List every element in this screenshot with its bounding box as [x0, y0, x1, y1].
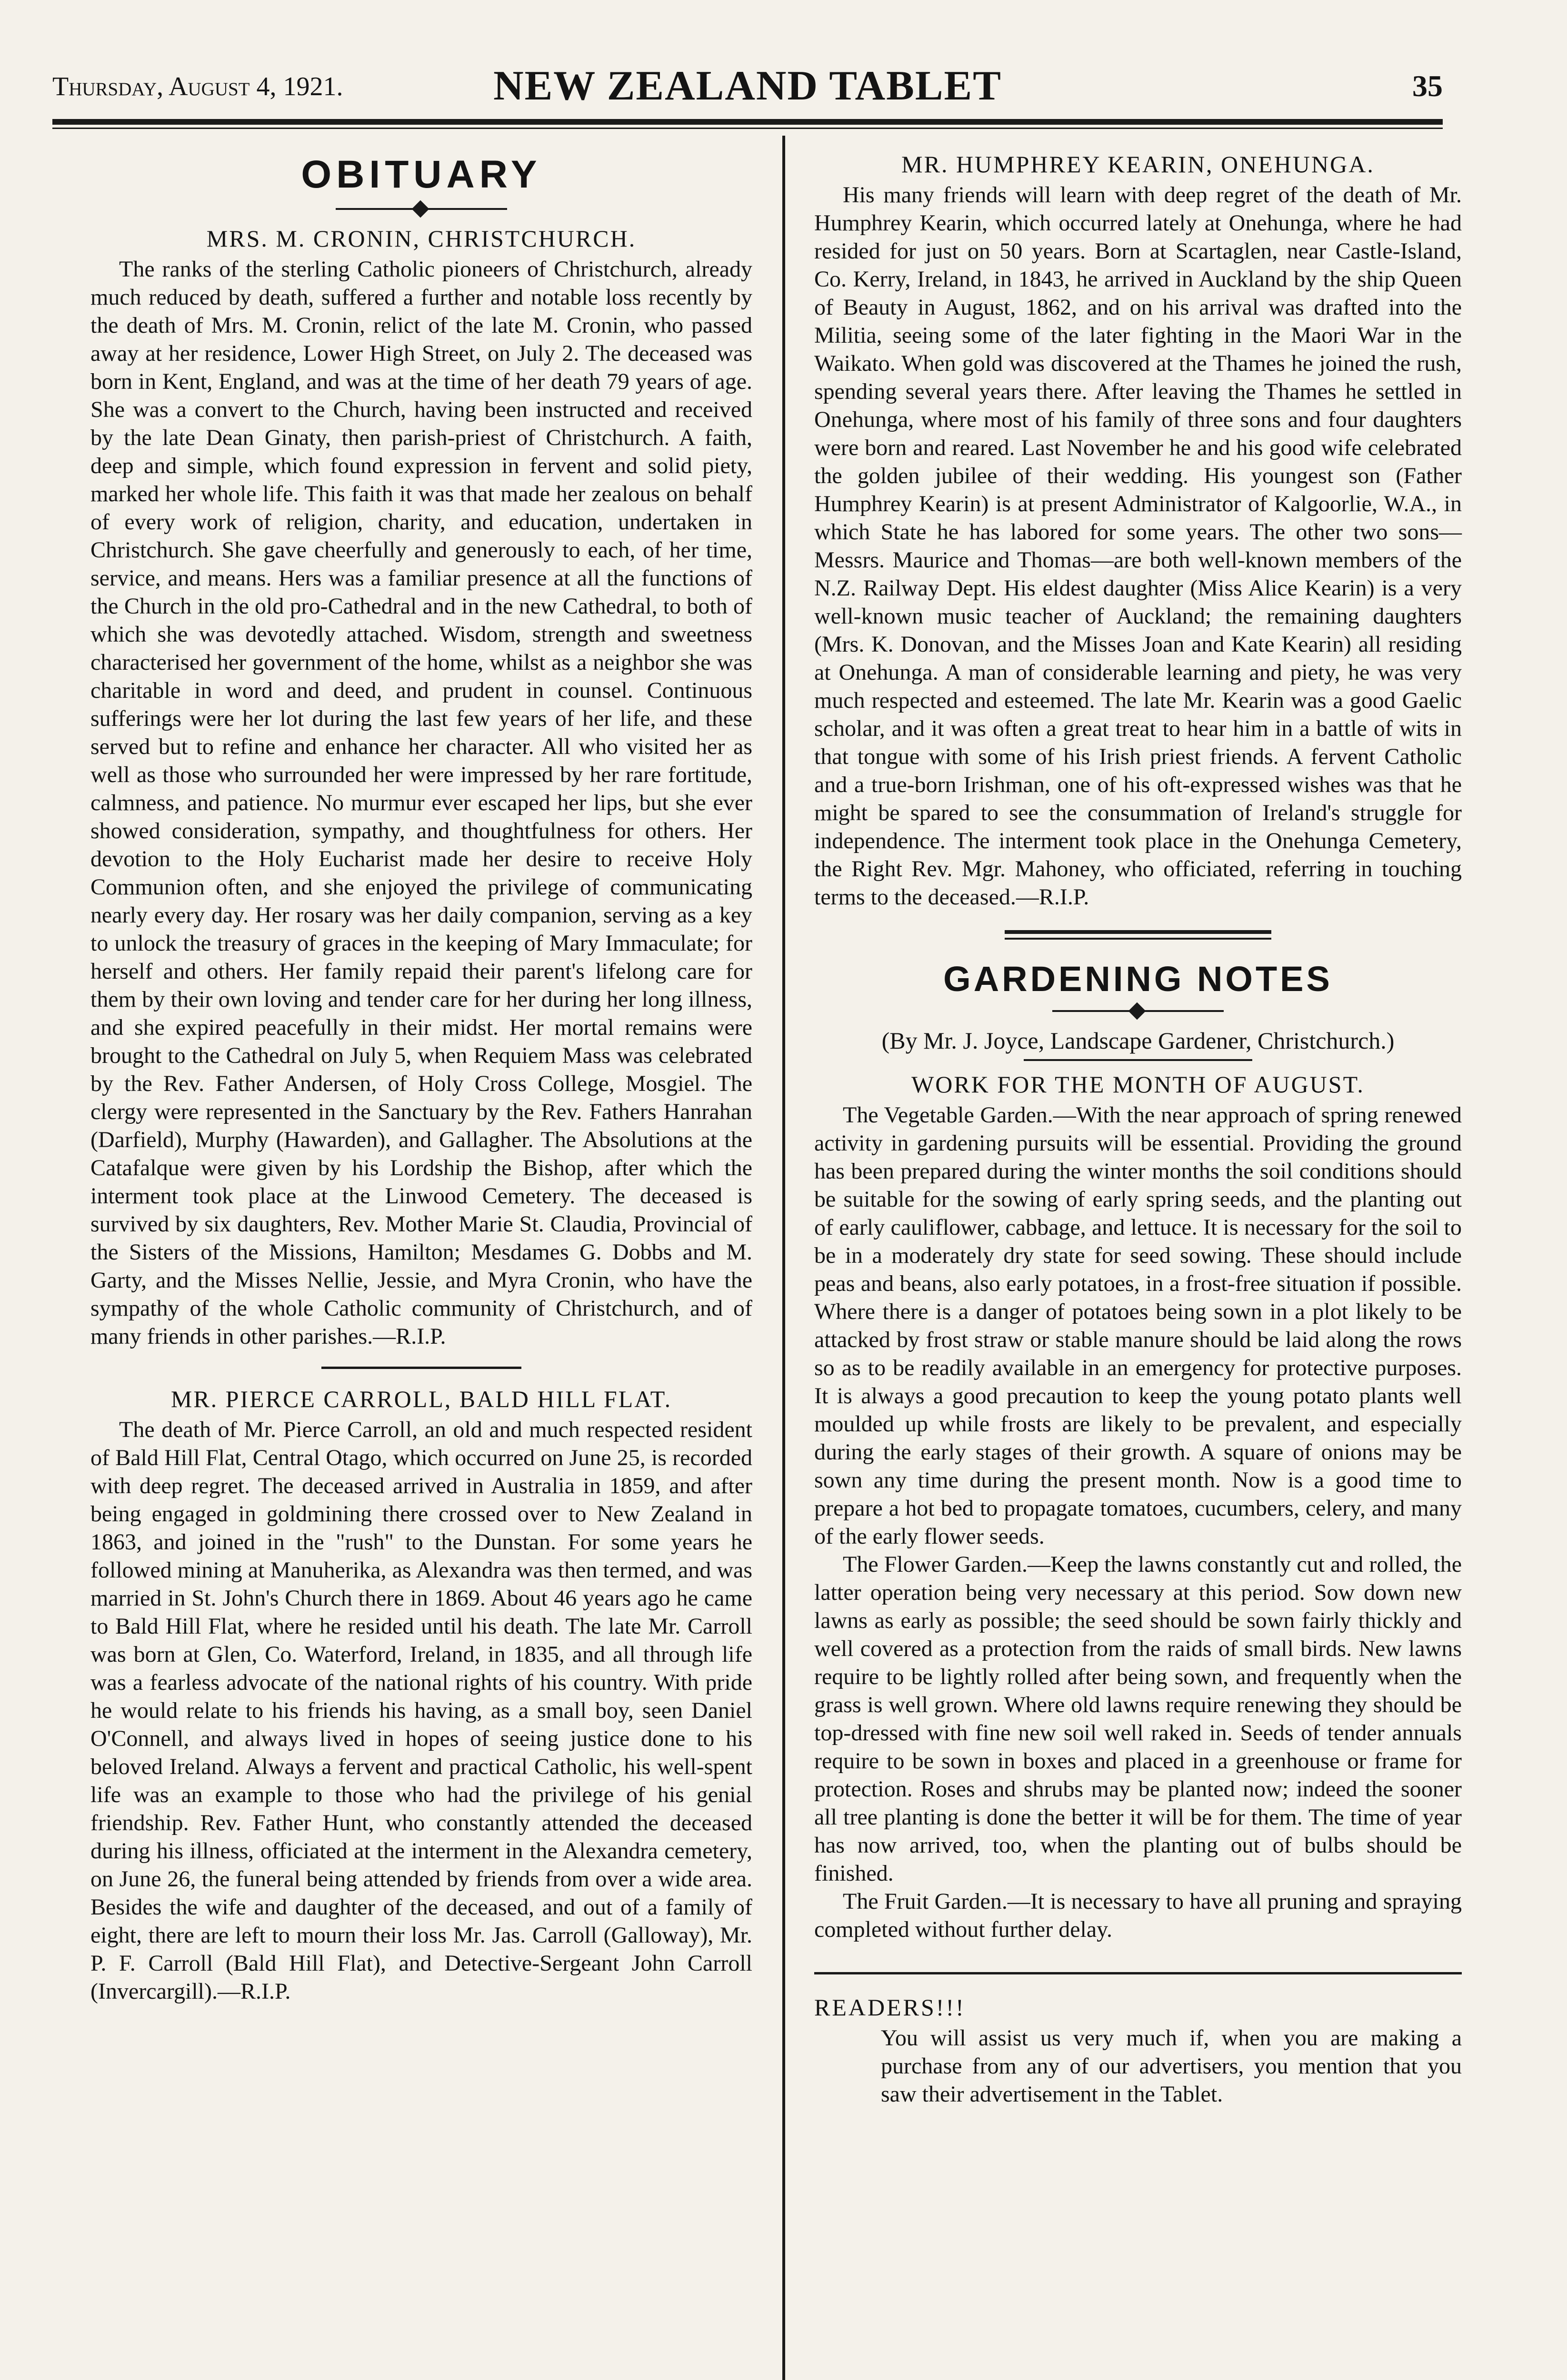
- ornament-divider: [1052, 1004, 1224, 1018]
- gardening-title: GARDENING NOTES: [943, 959, 1333, 999]
- masthead-title: NEW ZEALAND TABLET: [493, 63, 1002, 109]
- page-number: 35: [1412, 69, 1443, 103]
- carroll-paragraph: The death of Mr. Pierce Carroll, an old and much respected resident of Bald Hill Flat, Central Otago, which occurred on June 25, is recorded with deep regret. The deceased arrived in Australia in 1859, and after being engaged in goldmining there crossed over to New Zealand in 1863, and joined in the "rush" to the Dunstan. For some years he followed mining at Manuherika, as Alexandra was then termed, and was married in St. John's Church there in 1869. About 46 years ago he came to Bald Hill Flat, where he resided until his death. The late Mr. Carroll was born at Glen, Co. Waterford, Ireland, in 1835, and all through life was a fearless advocate of the national rights of his country. With pride he would relate to his friends his having, as a small boy, seen Daniel O'Connell, and always lived in hopes of seeing justice done to his beloved Ireland. Always a fervent and practical Catholic, his well-spent life was an example to those who had the privilege of his genial friendship. Rev. Father Hunt, who constantly attended the deceased during his illness, officiated at the interment in the Alexandra cemetery, on June 26, the funeral being attended by friends from over a wide area. Besides the wife and daughter of the deceased, and out of a family of eight, there are left to mourn their loss Mr. Jas. Carroll (Galloway), Mr. P. F. Carroll (Bald Hill Flat), and Detective-Sergeant John Carroll (Invercargill).—R.I.P.: [90, 1417, 752, 2004]
- carroll-heading: MR. PIERCE CARROLL, BALD HILL FLAT.: [170, 1386, 672, 1412]
- readers-text: You will assist us very much if, when you are making a purchase from any of our advertisers, you mention that you saw their advertisement in the Tablet.: [881, 2025, 1462, 2107]
- right-column: [814, 148, 1462, 2108]
- byline-rule: [1024, 1059, 1252, 1061]
- column-divider: [782, 136, 785, 2380]
- header-rule: [52, 119, 1443, 129]
- section-separator: [1005, 930, 1271, 940]
- readers-notice: [814, 1972, 1462, 2108]
- left-column: [90, 148, 752, 2005]
- cronin-article: [90, 255, 752, 1350]
- kearin-heading: MR. HUMPHREY KEARIN, ONEHUNGA.: [901, 151, 1375, 178]
- kearin-article: [814, 181, 1462, 911]
- ornament-divider: [336, 202, 507, 216]
- article-separator: [321, 1367, 521, 1369]
- obituary-title: OBITUARY: [301, 153, 542, 196]
- flower-garden-paragraph: The Flower Garden.—Keep the lawns constantly cut and rolled, the latter operation being very necessary at this period. Sow down new lawns as early as possible; the seed should be sown fairly thickly and well covered as a protection from the raids of small birds. New lawns require to be lightly rolled after being sown, and frequently when the grass is well grown. Where old lawns require renewing they should be top-dressed with fine new soil well raked in. Seeds of tender annuals require to be sown in boxes and placed in a greenhouse or frame for protection. Roses and shrubs may be planted now; indeed the sooner all tree planting is done the better it will be for them. The time of year has now arrived, too, when the planting out of bulbs should be finished.: [814, 1552, 1462, 1886]
- gardening-article: [814, 1101, 1462, 1944]
- kearin-paragraph: His many friends will learn with deep regret of the death of Mr. Humphrey Kearin, which occurred lately at Onehunga, where he had resided for just on 50 years. Born at Scartaglen, near Castle-Island, Co. Kerry, Ireland, in 1843, he arrived in Auckland by the ship Queen of Beauty in August, 1862, and on his arrival was drafted into the Militia, seeing some of the later fighting in the Maori War in the Waikato. When gold was discovered at the Thames he joined the rush, spending several years there. After leaving the Thames he settled in Onehunga, where most of his family of three sons and four daughters were born and reared. Last November he and his good wife celebrated the golden jubilee of their wedding. His youngest son (Father Humphrey Kearin) is at present Administrator of Kalgoorlie, W.A., in which State he has labored for some years. The other two sons—Messrs. Maurice and Thomas—are both well-known members of the N.Z. Railway Dept. His eldest daughter (Miss Alice Kearin) is a very well-known music teacher of Auckland; the remaining daughters (Mrs. K. Donovan, and the Misses Joan and Kate Kearin) all residing at Onehunga. A man of considerable learning and piety, he was very much respected and esteemed. The late Mr. Kearin was a good Gaelic scholar, and it was often a great treat to hear him in a battle of wits in that tongue with some of his Irish priest friends. A fervent Catholic and a true-born Irishman, one of his oft-expressed wishes was that he might be spared to see the consummation of Ireland's struggle for independence. The interment took place in the Onehunga Cemetery, the Right Rev. Mgr. Mahoney, who officiated, referring in touching terms to the deceased.—R.I.P.: [814, 182, 1462, 910]
- fruit-garden-paragraph: The Fruit Garden.—It is necessary to have all pruning and spraying completed without further delay.: [814, 1889, 1462, 1942]
- issue-date: Thursday, August 4, 1921.: [52, 72, 343, 101]
- vegetable-garden-paragraph: The Vegetable Garden.—With the near approach of spring renewed activity in gardening pursuits will be essential. Providing the ground has been prepared during the winter months the soil conditions should be suitable for the sowing of early spring seeds, and the planting out of early cauliflower, cabbage, and lettuce. It is necessary for the soil to be in a moderately dry state for seed sowing. These should include peas and beans, also early potatoes, in a frost-free situation if possible. Where there is a danger of potatoes being sown in a plot likely to be attacked by frost straw or stable manure should be laid along the rows so as to be readily available in an emergency for protective purposes. It is always a good precaution to keep the young potato plants well moulded up while frosts are likely to be prevalent, and especially during the early stages of their growth. A square of onions may be sown any time during the present month. Now is a good time to prepare a hot bed to propagate tomatoes, cucumbers, celery, and many of the early flower seeds.: [814, 1102, 1462, 1549]
- gardening-byline: (By Mr. J. Joyce, Landscape Gardener, Christchurch.): [881, 1027, 1395, 1054]
- page-header: [52, 62, 1443, 114]
- readers-heading: READERS!!!: [814, 1994, 966, 2021]
- cronin-heading: MRS. M. CRONIN, CHRISTCHURCH.: [206, 225, 637, 252]
- cronin-paragraph: The ranks of the sterling Catholic pioneers of Christchurch, already much reduced by death, suffered a further and notable loss recently by the death of Mrs. M. Cronin, relict of the late M. Cronin, who passed away at her residence, Lower High Street, on July 2. The deceased was born in Kent, England, and was at the time of her death 79 years of age. She was a convert to the Church, having been instructed and received by the late Dean Ginaty, then parish-priest of Christchurch. A faith, deep and simple, which found expression in fervent and solid piety, marked her whole life. This faith it was that made her zealous on behalf of every work of religion, charity, and education, undertaken in Christchurch. She gave cheerfully and generously to each, of her time, service, and means. Hers was a familiar presence at all the functions of the Church in the old pro-Cathedral and in the new Cathedral, to both of which she was devotedly attached. Wisdom, strength and sweetness characterised her government of the home, whilst as a neighbor she was charitable in word and deed, and prudent in counsel. Continuous sufferings were her lot during the last few years of her life, and these served but to refine and enhance her character. All who visited her as well as those who surrounded her were impressed by her rare fortitude, calmness, and patience. No murmur ever escaped her lips, but she ever showed consideration, sympathy, and thoughtfulness for others. Her devotion to the Holy Eucharist made her desire to receive Holy Communion often, and she enjoyed the privilege of communicating nearly every day. Her rosary was her daily companion, serving as a key to unlock the treasury of graces in the keeping of Mary Immaculate; for herself and others. Her family repaid their parent's lifelong care for them by their own loving and tender care for her during her long illness, and she expired peacefully in their midst. Her mortal remains were brought to the Cathedral on July 5, when Requiem Mass was celebrated by the Rev. Father Andersen, of Holy Cross College, Mosgiel. The clergy were represented in the Sanctuary by the Rev. Fathers Hanrahan (Darfield), Murphy (Hawarden), and Gallagher. The Absolutions at the Catafalque were given by his Lordship the Bishop, after which the interment took place at the Linwood Cemetery. The deceased is survived by six daughters, Rev. Mother Marie St. Claudia, Provincial of the Sisters of the Missions, Hamilton; Mesdames G. Dobbs and M. Garty, and the Misses Nellie, Jessie, and Myra Cronin, who have the sympathy of the whole Catholic community of Christchurch, and of many friends in other parishes.—R.I.P.: [90, 257, 752, 1349]
- carroll-article: [90, 1416, 752, 2005]
- gardening-heading: WORK FOR THE MONTH OF AUGUST.: [911, 1071, 1365, 1098]
